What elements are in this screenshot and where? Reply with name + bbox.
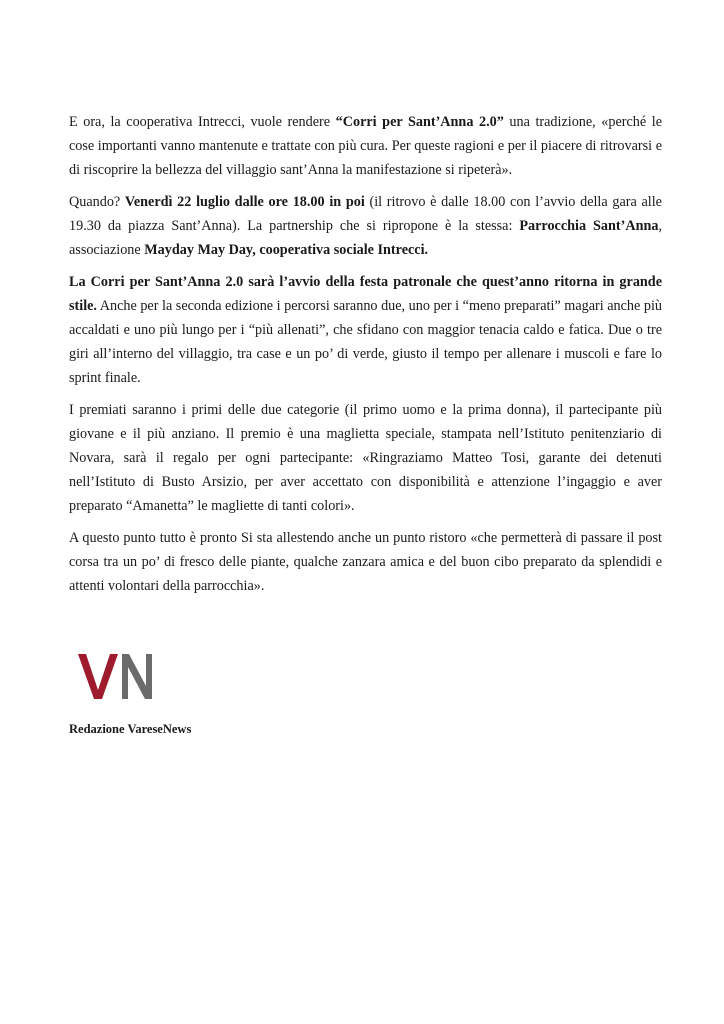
text-run: (il ritrovo è dalle 18.00 con l’avvio della gara alle 19.30 da piazza Sant’Anna). La partnership che si ripropone è la stessa:: [69, 194, 662, 234]
paragraph-5: A questo punto tutto è pronto Si sta allestendo anche un punto ristoro «che permetterà di passare il post corsa tra un po’ di fresco delle piante, qualche zanzara amica e del buon cibo preparato da splendidi e attenti volontari della parrocchia».: [69, 530, 662, 594]
text-run: Quando?: [69, 194, 125, 210]
partner-parish: Parrocchia Sant’Anna: [519, 218, 659, 234]
text-run: E ora, la cooperativa Intrecci, vuole rendere: [69, 114, 336, 130]
logo-n-letter: [122, 654, 152, 699]
lead-sentence: La Corri per Sant’Anna 2.0 sarà l’avvio della festa patronale che quest’anno ritorna in grande stile.: [69, 274, 662, 314]
text-run: , associazione: [69, 218, 662, 258]
varesenews-logo: [76, 650, 156, 702]
paragraph-3: [69, 270, 662, 390]
text-run: una tradizione, «perché le cose importanti vanno mantenute e trattate con più cura. Per queste ragioni e per il piacere di ritrovarsi e di riscoprire la bellezza del villaggio sant’Anna la manifestazione si ripeterà».: [69, 114, 662, 178]
paragraph-2: [69, 190, 662, 262]
paragraph-1: [69, 110, 662, 182]
paragraph-4: I premiati saranno i primi delle due categorie (il primo uomo e la prima donna), il partecipante più giovane e il più anziano. Il premio è una maglietta speciale, stampata nell’Istituto penitenziario di Novara, sarà il regalo per ogni partecipante: «Ringraziamo Matteo Tosi, garante dei detenuti nell’Istituto di Busto Arsizio, per aver accettato con disponibilità e attenzione l’ingaggio e aver preparato “Amanetta” le magliette di tanti colori».: [69, 402, 662, 514]
byline: Redazione VareseNews: [69, 722, 192, 736]
event-name: “Corri per Sant’Anna 2.0”: [335, 114, 504, 130]
event-date: Venerdì 22 luglio dalle ore 18.00 in poi: [124, 194, 365, 210]
partner-associations: Mayday May Day, cooperativa sociale Intrecci.: [144, 242, 429, 258]
article-body: [69, 110, 662, 606]
logo-v-letter: [78, 654, 118, 699]
text-run: Anche per la seconda edizione i percorsi saranno due, uno per i “meno preparati” magari anche più accaldati e uno più lungo per i “più allenati”, che sfidano con maggior tenacia caldo e fatica. Due o tre giri all’interno del villaggio, tra case e un po’ di verde, giusto il tempo per allenare i muscoli e fare lo sprint finale.: [69, 298, 662, 386]
